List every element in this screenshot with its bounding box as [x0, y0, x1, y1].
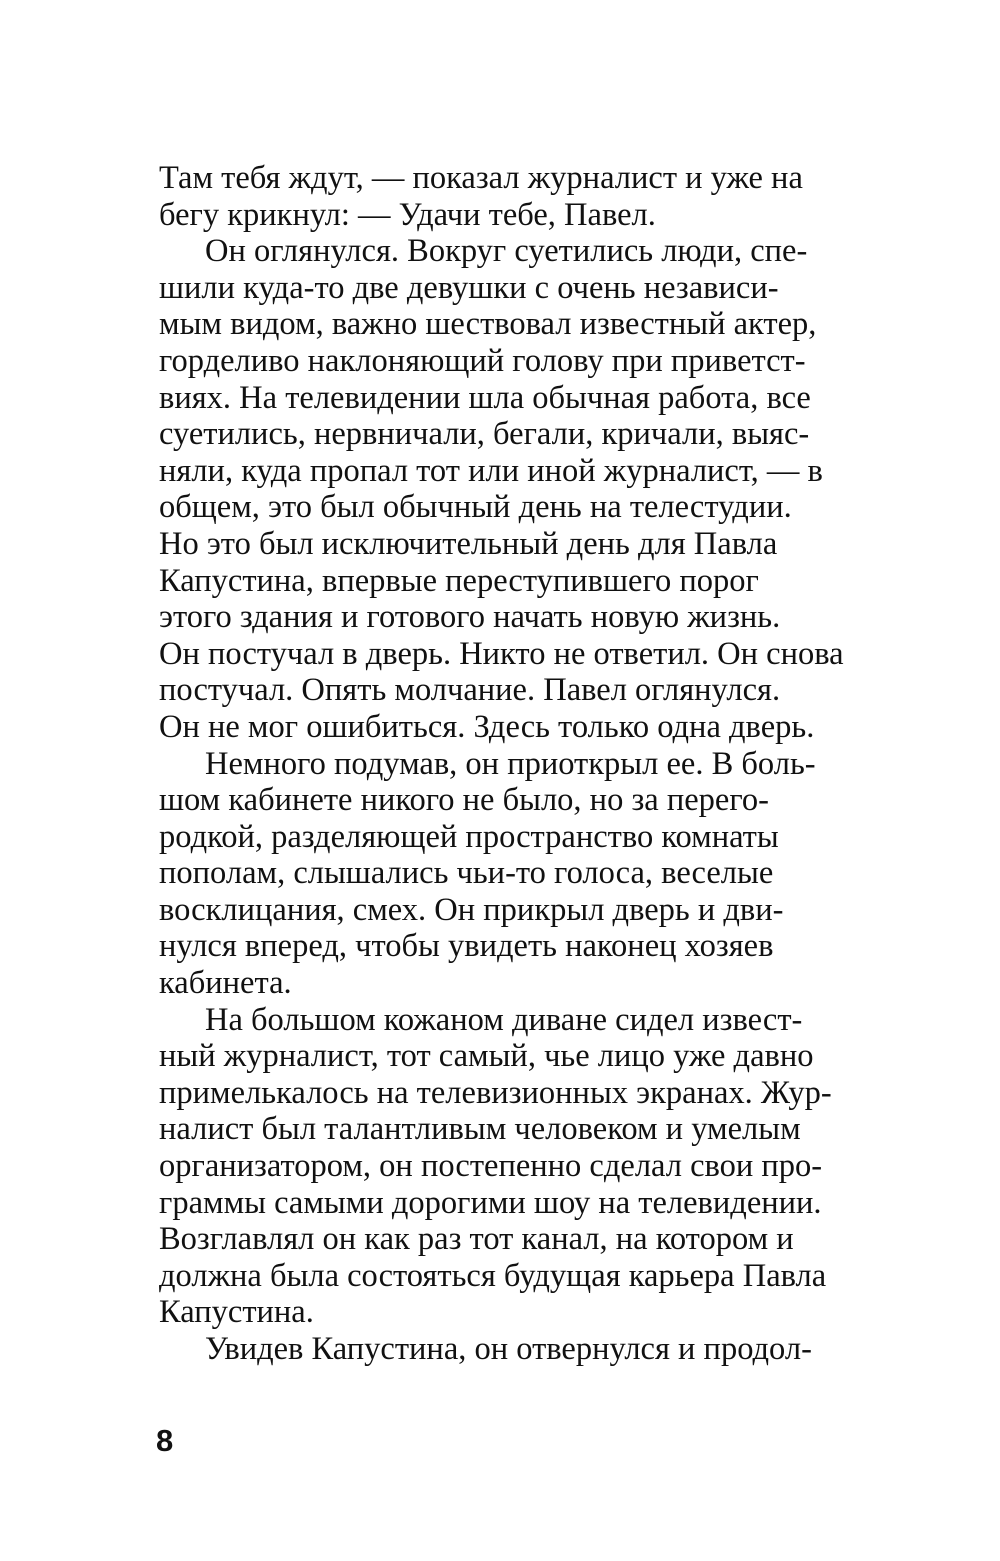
paragraph-3: Немного подумав, он приоткрыл ее. В боль- шом кабинете никого не было, но за перего- родкой, разделяющей пространство комнаты пополам, слышались чьи-то голоса, веселые восклицания, смех. Он прикрыл дверь и дви- нулся вперед, чтобы увидеть наконец хозяев кабинета. — [159, 745, 816, 1002]
paragraph-5: Увидев Капустина, он отвернулся и продол- — [205, 1331, 812, 1367]
page-number: 8 — [156, 1423, 174, 1458]
paragraph-1: Там тебя ждут, — показал журналист и уже на бегу крикнул: — Удачи тебе, Павел. — [159, 160, 803, 233]
paragraph-2: Он оглянулся. Вокруг суетились люди, спе- шили куда-то две девушки с очень независи- мым видом, важно шествовал известный актер, горделиво наклоняющий голову при приветст- виях. На телевидении шла обычная работа, все суетились, нервничали, бегали, кричали, выяс- няли, куда пропал тот или иной журналист, — в общем, это был обычный день на телестудии. Но это был исключительный день для Павла Капустина, впервые переступившего порог этого здания и готового начать новую жизнь. Он постучал в дверь. Никто не ответил. Он снова постучал. Опять молчание. Павел оглянулся. Он не мог ошибиться. Здесь только одна дверь. — [159, 233, 844, 745]
paragraph-4: На большом кожаном диване сидел извест- ный журналист, тот самый, чье лицо уже давно примелькалось на телевизионных экранах. Жур- налист был талантливым человеком и умелым организатором, он постепенно сделал свои про- граммы самыми дорогими шоу на телевидении. Возглавлял он как раз тот канал, на котором и должна была состояться будущая карьера Павла Капустина. — [159, 1001, 832, 1331]
body-text — [159, 160, 887, 1368]
